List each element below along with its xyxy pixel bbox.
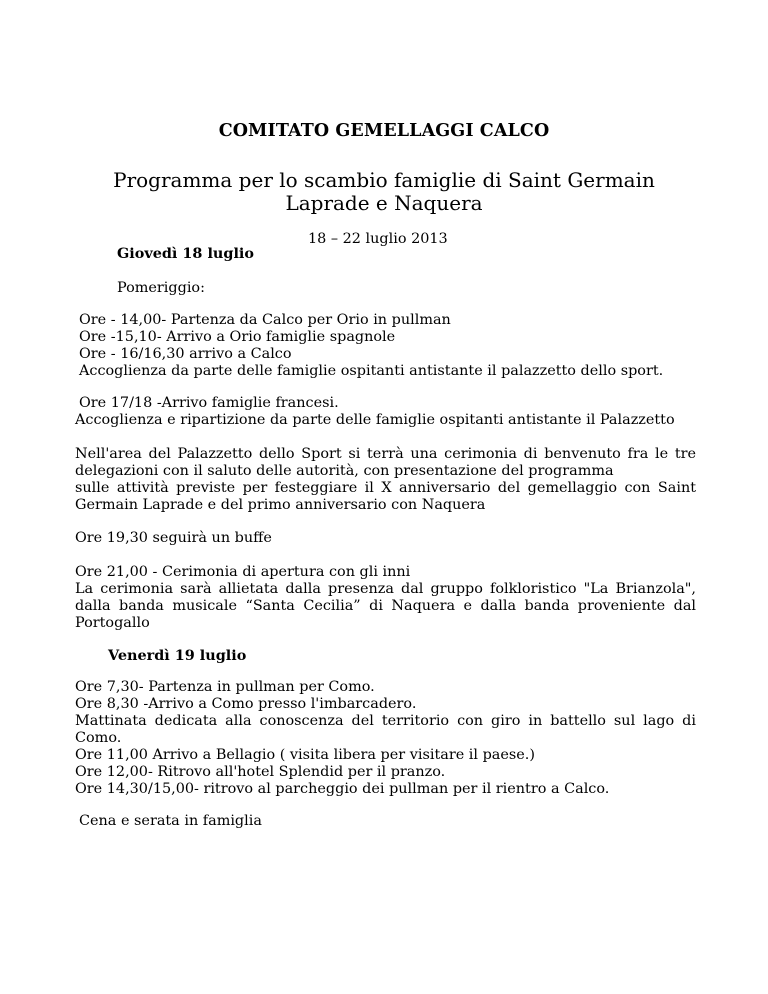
- buffet-line: Ore 19,30 seguirà un buffe: [75, 530, 272, 546]
- schedule-item: Ore 11,00 Arrivo a Bellagio ( visita libera per visitare il paese.): [75, 747, 535, 763]
- french-arrival-line: Ore 17/18 -Arrivo famiglie francesi.: [79, 395, 339, 411]
- afternoon-label: Pomeriggio:: [117, 280, 205, 296]
- schedule-item: Ore - 14,00- Partenza da Calco per Orio in pullman: [79, 312, 451, 328]
- evening-line: Cena e serata in famiglia: [79, 813, 262, 829]
- day2-heading: Venerdì 19 luglio: [108, 647, 247, 664]
- paragraph-line: delegazioni con il saluto delle autorità, con presentazione del programma: [75, 463, 614, 479]
- schedule-item: Como.: [75, 730, 122, 746]
- schedule-item: Mattinata dedicata alla conoscenza del territorio con giro in battello sul lago di: [75, 713, 696, 729]
- event-dates: 18 – 22 luglio 2013: [308, 231, 448, 247]
- document-title: COMITATO GEMELLAGGI CALCO: [218, 121, 550, 141]
- schedule-item: Ore 12,00- Ritrovo all'hotel Splendid per il pranzo.: [75, 764, 446, 780]
- paragraph-line: Portogallo: [75, 615, 150, 631]
- schedule-item: Ore -15,10- Arrivo a Orio famiglie spagnole: [79, 329, 396, 345]
- schedule-item: Ore 7,30- Partenza in pullman per Como.: [75, 679, 375, 695]
- schedule-item: Accoglienza da parte delle famiglie ospitanti antistante il palazzetto dello sport.: [79, 363, 664, 379]
- document-subtitle-line1: Programma per lo scambio famiglie di Saint Germain: [113, 168, 655, 192]
- schedule-item: Ore - 16/16,30 arrivo a Calco: [79, 346, 292, 362]
- ceremony-paragraph: [75, 446, 696, 514]
- paragraph-line: Nell'area del Palazzetto dello Sport si terrà una cerimonia di benvenuto fra le tre: [75, 446, 696, 462]
- opening-ceremony-paragraph: [75, 564, 696, 632]
- paragraph-line: Germain Laprade e del primo anniversario con Naquera: [75, 497, 486, 513]
- day2-schedule: [75, 679, 696, 798]
- paragraph-line: sulle attività previste per festeggiare il X anniversario del gemellaggio con Saint: [75, 480, 696, 496]
- schedule-item: Ore 14,30/15,00- ritrovo al parcheggio dei pullman per il rientro a Calco.: [75, 781, 610, 797]
- document-subtitle-line2: Laprade e Naquera: [285, 191, 483, 215]
- paragraph-line: La cerimonia sarà allietata dalla presenza dal gruppo folkloristico "La Brianzola",: [75, 581, 696, 597]
- day1-schedule: [79, 312, 663, 380]
- paragraph-line: Ore 21,00 - Cerimonia di apertura con gli inni: [75, 564, 411, 580]
- french-welcome-line: Accoglienza e ripartizione da parte delle famiglie ospitanti antistante il Palazzetto: [75, 412, 675, 428]
- day1-heading: Giovedì 18 luglio: [117, 245, 254, 262]
- schedule-item: Ore 8,30 -Arrivo a Como presso l'imbarcadero.: [75, 696, 417, 712]
- paragraph-line: dalla banda musicale “Santa Cecilia” di Naquera e dalla banda proveniente dal: [75, 598, 696, 614]
